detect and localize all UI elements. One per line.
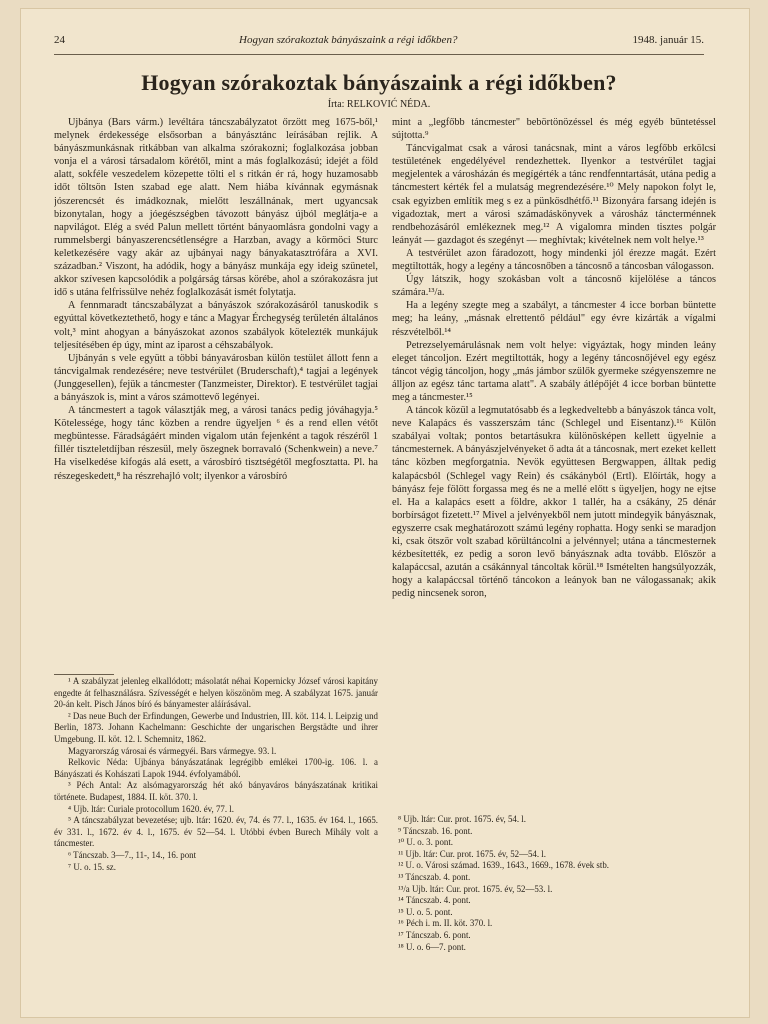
article-title: Hogyan szórakoztak bányászaink a régi időkben? (141, 70, 617, 95)
paragraph: Ujbánya (Bars várm.) levéltára táncszabályzatot őrzött meg 1675-ből,¹ melynek érdekessége elsősorban a bányásztánc leírásában rejlik. A bányászmunkásnak ritkábban van alkalma szórakozni; foglalkozása jobban vonja el a városi társadalom körétől, mint a más foglalkozású; idejét a föld alatt, sokféle veszedelem közepette tölti el s ritkán ér rá, hogy huzamosabb időt töltsön Isten szabad ege alatt. Nem hiába kívánnak egymásnak jószerencsét és imádkoznak, mielőtt leszállnának, mert ugyancsak bizonytalan, hogy a jóegészségben távozott bányász újból meglátja-e a napvilágot. Elég a svéd Palun mellett történt bányaomlásra gondolni vagy a rummelsbergi bányaszerencsétlenségre a Harzban, avagy a körmöci Sturc keletkezésére vagy akár az ujbányai nagy bányakatasztrófára a XVI. században.² Viszont, ha adódik, hogy a bányász munkája egy ideig szünetel, akkor szívesen kapcsolódik a polgárság társas körébe, ahol a szórakozásra jut idő s utána felfrissülve nehéz foglalkozását ismét folytatja. (54, 117, 378, 299)
article-author: Írta: RELKOVIĆ NÉDA. (327, 99, 431, 110)
footnote: ¹⁵ U. o. 5. pont. (398, 906, 453, 917)
paragraph: A táncmestert a tagok választják meg, a városi tanács pedig jóváhagyja.⁵ Kötelessége, hogy tánc közben a rendre ügyeljen ⁶ és a rend ellen vétőt megbüntesse. Fáradságáért minden vigalom után fejenként a tagok részéről 1 fillér tiszteletdíjban részesül, mely öszegnek borravaló (Schenkwein) a neve.⁷ Ha viselkedése kifogás alá esett, a városbíró tisztségétől megfosztatta. Pl. ha részegeskedett,⁸ ha részrehajló volt; ilyenkor a városbíró (54, 405, 378, 482)
footnote: ³ Péch Antal: Az alsómagyarország hét akó bányaváros bányászatának kritikai története. Budapest, 1884. II. köt. 370. l. (54, 780, 378, 802)
footnote: ⁷ U. o. 15. sz. (68, 861, 116, 872)
footnote: ⁸ Ujb. ltár: Cur. prot. 1675. év, 54. l. (398, 814, 526, 824)
footnote: ² Das neue Buch der Erfindungen, Gewerbe und Industrien, III. köt. 114. l. Leipzig und Berlin, 1873. Johann Kachelmann: Geschichte der ungarischen Bergstädte und ihrer Umgebung. II. köt. 12. l. Schemnitz, 1862. (54, 710, 378, 744)
footnote: ¹² U. o. Városi számad. 1639., 1643., 1669., 1678. évek stb. (398, 860, 609, 871)
page-number: 24 (54, 34, 65, 46)
paragraph: Ujbányán s vele együtt a többi bányavárosban külön testület állott fenn a táncvigalmak rendezésére; neve testvérület (Bruderschaft),⁴ tagjai a legények (Junggesellen), fejük a táncmester (Tanzmeister, Direktor). E testvérület tagjai a bányászok is, mint a város számottevő legényei. (54, 352, 378, 403)
footnotes-right (392, 814, 716, 994)
footnote: ¹⁰ U. o. 3. pont. (398, 837, 454, 848)
footnotes-left (54, 676, 378, 976)
paragraph: Táncvigalmat csak a városi tanácsnak, mint a város legfőbb erkölcsi testületének engedélyével rendezhettek. Ilyenkor a testvérület tagjai megjelentek a városházán és megígérték a tánc rendfenntartását, utána pedig a táncmestert kérték fel a mulatság megrendezésére.¹⁰ Mely napokon folyt le, csak egyizben említik meg s ez a pünkösdhétfő.¹¹ Bizonyára farsang idején is vigadoztak, mert a városi számadáskönyvek a városház táncterménnek rendbehozásáról emlékeznek meg.¹² A vigalomra minden tisztes polgár leányát — gazdagot és szegényt — meghívtak; kivételnek nem volt helye.¹³ (392, 143, 716, 246)
running-title: Hogyan szórakoztak bányászaink a régi időkben? (239, 34, 458, 46)
footnote: ¹¹ Ujb. ltár: Cur. prot. 1675. év, 52—54. l. (398, 848, 546, 859)
issue-date: 1948. január 15. (632, 34, 704, 46)
footnote: ⁴ Ujb. ltár: Curiale protocollum 1620. év, 77. l. (68, 803, 234, 814)
footnote-separator (54, 674, 114, 675)
paragraph: A táncok közül a legmutatósabb és a legkedveltebb a bányászok tánca volt, neve Kalapács és vasszerszám tánc (Schlegel und Eisentanz).¹⁶ Külön szabályai voltak; pontos betartásukra különösképen kellett ügyelnie a táncmesternek. A bányászjelvényeket ő adta át a táncosnak, mert ezeket kellett tánc közben megforgatnia. Nevök együttesen Bergwappen, álltak pedig kalapácsból (Schlegel vagy Rein) és csákányból (Ertl). Előírták, hogy a bányász feje fölött forgassa meg és ne a mellé előtt s ügyeljen, hogy ne ejtse el. Ha a kalapács esett a földre, akkor 1 tallér, ha a csákány, 25 dénár borbírságot fizetett.¹⁷ Mivel a jelvényekből nem jutott mindegyik bányásznak, egyszerre csak meghatározott számú legény rophatta. Hogy senki se maradjon ki, csak ötször volt szabad körültáncolni a jelvénnyel; utána a táncmesternek kézbesítették, ez pedig a soron levő bányásznak adta tovább. Először a kalapáccsal, azután a csákánnyal táncoltak körül.¹⁸ Ismételten hangsúlyozzák, hogy a kalapáccsal történő táncokon a leányok ban ne válogassanak; akik pedig nincsenek soron, (392, 405, 716, 600)
paragraph: A fennmaradt táncszabályzat a bányászok szórakozásáról tanuskodik s egyúttal következtethető, hogy e tánc a Magyar Érchegység területén általános volt,³ mint ahogyan a bányászokat azonos szabályok kötelezték munkájuk teljesítésében ép úgy, mint az iparost a céhszabályok. (54, 300, 378, 351)
paragraph: mint a „legfőbb táncmester" bebörtönözéssel és még egyéb büntetéssel sújtotta.⁹ (392, 117, 716, 142)
footnote: ⁶ Táncszab. 3—7., 11-, 14., 16. pont (68, 849, 197, 860)
right-column (392, 116, 716, 778)
footnote: ⁹ Táncszab. 16. pont. (398, 825, 473, 836)
header-rule (54, 54, 704, 55)
paragraph: Ha a legény szegte meg a szabályt, a táncmester 4 icce borban büntette meg; ha leány, „másnak elrettentő például" egy évre kizárták a vígalmi részvételből.¹⁴ (392, 300, 716, 338)
footnote: ¹ A szabályzat jelenleg elkallódott; másolatát néhai Kopernicky József városi kapitány engedte át felhasználásra. Szívességét e helyen köszönöm meg. A szabályzat 1675. január 20-án kelt. Pisch János bíró és bányamester aláírásával. (54, 676, 378, 710)
paragraph: Úgy látszik, hogy szokásban volt a táncosnő kijelölése a táncos számára.¹³/a. (392, 274, 716, 299)
running-header (54, 34, 704, 52)
paragraph: Petrezselyemárulásnak nem volt helye: vigyáztak, hogy minden leány eleget táncoljon. Ezért megtiltották, hogy a legény táncosnőjével egy egész táncot végig táncoljon, hogy „más jámbor szülők gyermeke szégyenszemre ne álljon az egész tánc tartama alatt". A szabály átlépőjét 4 icce borban büntette meg a táncmester.¹⁵ (392, 339, 716, 403)
footnote: ¹⁶ Péch i. m. II. köt. 370. l. (398, 918, 493, 929)
footnote: ¹³/a Ujb. ltár: Cur. prot. 1675. év, 52—53. l. (398, 883, 553, 894)
footnote: ¹³ Táncszab. 4. pont. (398, 871, 471, 882)
left-column (54, 116, 378, 672)
footnote: ⁵ A táncszabályzat bevezetése; ujb. ltár: 1620. év, 74. és 77. l., 1635. év 164. l., 1665. év 331. l., 1672. év 4. l., 1675. év 52—54. l. Utóbbi évben Burech Mihály volt a táncmester. (54, 815, 378, 849)
paragraph: A testvérület azon fáradozott, hogy mindenki jól érezze magát. Ezért megtiltották, hogy a legény a táncosnőben a táncosnő a táncosban válogasson. (392, 247, 716, 273)
footnote: ¹⁷ Táncszab. 6. pont. (398, 929, 471, 940)
footnote: Magyarország városai és vármegyéi. Bars vármegye. 93. l. (68, 745, 277, 756)
footnote: Relkovic Néda: Ujbánya bányászatának legrégibb emlékei 1700-ig. 106. l. a Bányászati és Kohászati Lapok 1944. évfolyamából. (54, 757, 378, 779)
footnote: ¹⁸ U. o. 6—7. pont. (398, 941, 466, 952)
footnote: ¹⁴ Táncszab. 4. pont. (398, 895, 471, 906)
